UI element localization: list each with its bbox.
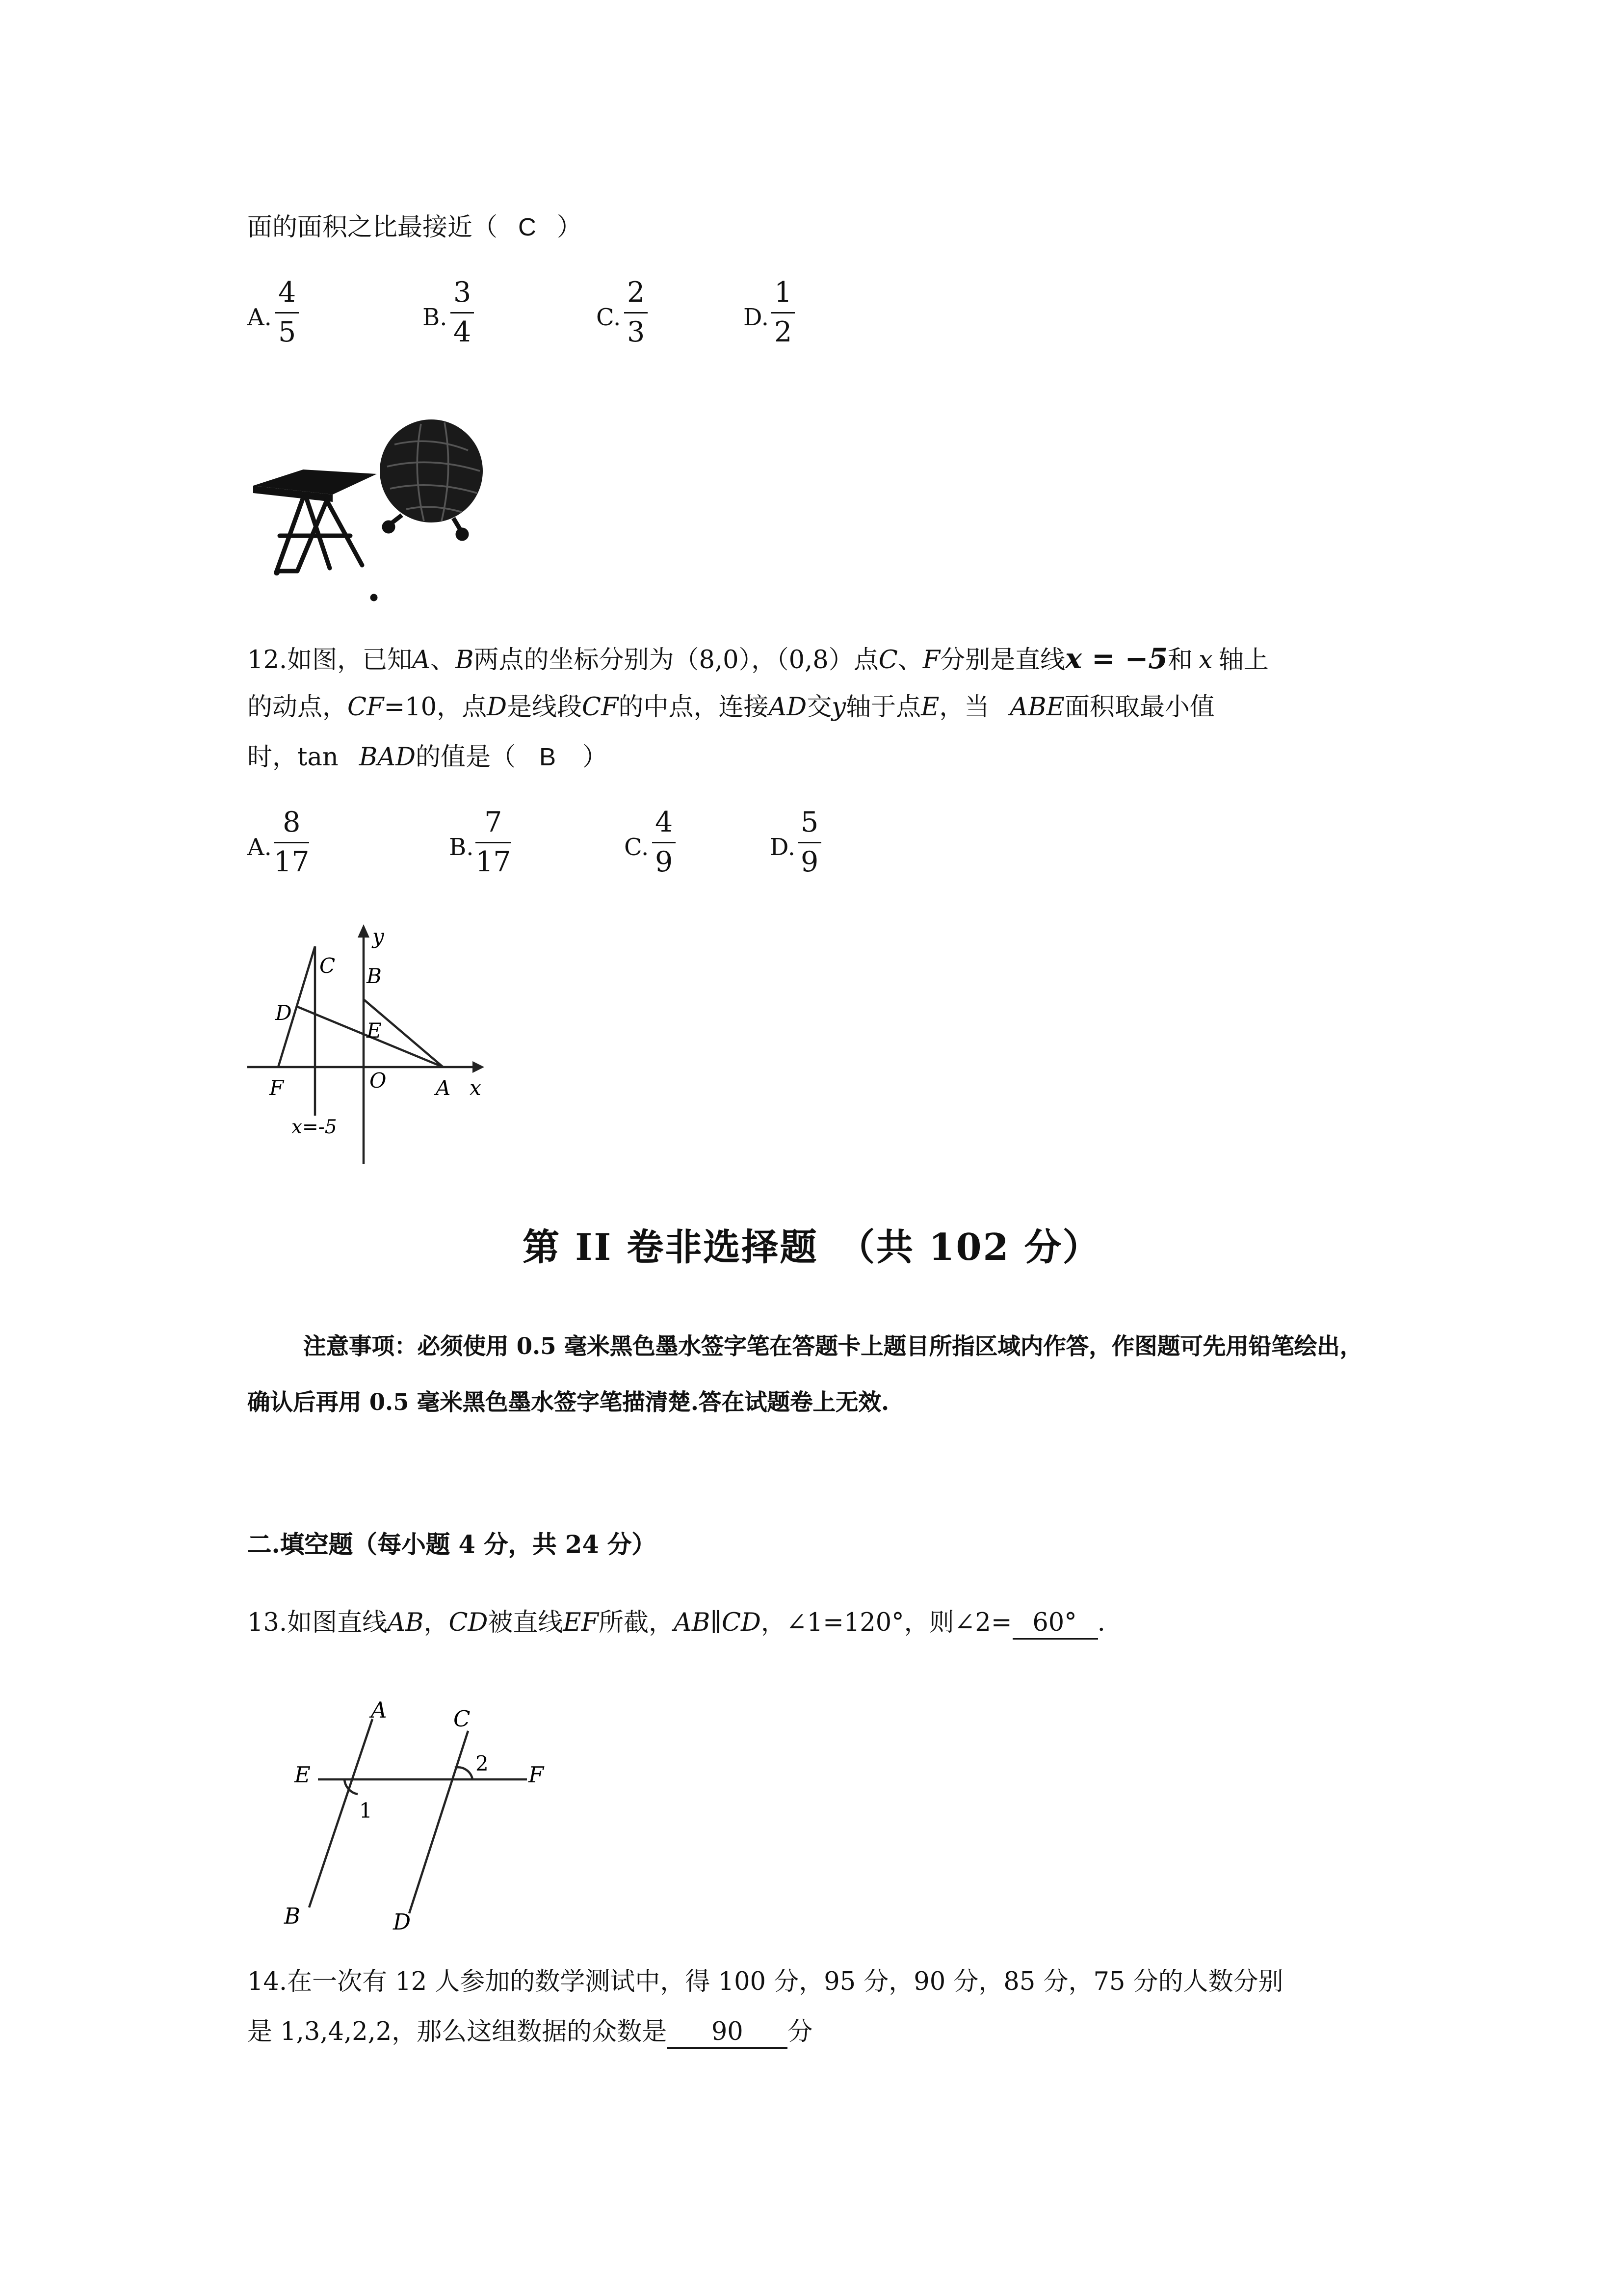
q11-option-d-fraction — [771, 277, 795, 349]
text: 轴于点 — [846, 693, 921, 723]
text: 轴上 — [1218, 646, 1269, 676]
q12-line3 — [247, 736, 607, 773]
q11-stem-text: 面的面积之比最接近（ — [247, 213, 497, 243]
text: 分 — [787, 2018, 813, 2047]
q11-close: ） — [556, 213, 582, 243]
q11-stem — [247, 206, 582, 243]
q11-option-a-fraction — [275, 277, 299, 349]
text: 13.如图直线 — [247, 1609, 388, 1638]
label-b: B — [366, 964, 382, 988]
denominator: 9 — [801, 846, 819, 879]
q11-option-c-fraction — [624, 277, 648, 349]
denominator: 17 — [475, 846, 511, 879]
label-f: F — [269, 1076, 284, 1100]
q12-option-c-fraction — [652, 809, 676, 877]
text: 的值是（ — [415, 743, 516, 773]
numerator: 3 — [450, 280, 474, 313]
label-x-eq-minus5: x=-5 — [291, 1116, 337, 1138]
parallel-symbol: ∥ — [710, 1609, 722, 1638]
point-c: C — [878, 646, 898, 676]
angle-bad: BAD — [359, 743, 416, 773]
denominator: 3 — [627, 316, 645, 349]
q13-parallel-lines-figure — [280, 1690, 574, 1947]
q12-option-a-label: A. — [247, 833, 272, 861]
text: 的中点，连接 — [618, 693, 769, 723]
table-legs — [277, 497, 362, 571]
text: 被直线 — [488, 1609, 563, 1638]
numerator: 1 — [771, 280, 795, 313]
q14-line1: 14.在一次有 12 人参加的数学测试中，得 100 分，95 分，90 分，85 分，75 分的人数分别 — [247, 1968, 1283, 1997]
q11-option-d-label: D. — [743, 303, 769, 331]
denominator: 4 — [453, 316, 471, 349]
text: =10，点 — [384, 693, 487, 723]
label-d: D — [393, 1909, 411, 1935]
var-y: y — [832, 693, 846, 723]
text: 12.如图，已知 — [247, 646, 413, 676]
notice-text: 注意事项：必须使用 0.5 毫米黑色墨水签字笔在答题卡上题目所指区域内作答，作图题可先用铅笔绘出，确认后再用 0.5 毫米黑色墨水签字笔描清楚.答在试题卷上无效. — [247, 1332, 1363, 1416]
denominator: 2 — [774, 316, 792, 349]
text: 的动点， — [247, 693, 347, 723]
point-b: B — [455, 646, 474, 676]
label-a: A — [371, 1697, 387, 1723]
line-ab: AB — [387, 1609, 424, 1638]
numerator: 8 — [274, 809, 310, 843]
text: ， — [423, 1609, 449, 1638]
text: 所截， — [599, 1609, 674, 1638]
label-o: O — [369, 1069, 387, 1093]
text: 面积取最小值 — [1064, 693, 1215, 723]
segment-cf: CF — [582, 693, 619, 723]
q14-line2 — [247, 2010, 812, 2049]
y-axis-arrow — [358, 924, 369, 938]
q11-option-a-label: A. — [247, 303, 272, 331]
q12-option-d-label: D. — [770, 833, 796, 861]
label-b: B — [284, 1903, 301, 1929]
q14-answer-blank: 90 — [667, 2018, 787, 2049]
line-ab: AB — [674, 1609, 710, 1638]
line-cd: CD — [721, 1609, 761, 1638]
q12-option-b-label: B. — [449, 833, 474, 861]
numerator: 2 — [624, 280, 648, 313]
label-a: A — [436, 1076, 451, 1100]
text: ，当 — [939, 693, 990, 723]
triangle-abe: ABE — [1010, 693, 1065, 723]
table-and-tabletop-image — [247, 400, 490, 606]
label-f: F — [528, 1762, 544, 1788]
denominator: 9 — [655, 846, 673, 879]
line-cd — [409, 1731, 468, 1913]
text: 两点的坐标分别为（8,0），（0,8）点 — [473, 646, 879, 676]
q11-option-b-fraction — [450, 277, 474, 349]
denominator: 5 — [278, 316, 296, 349]
text: . — [1097, 1609, 1105, 1638]
q12-coordinate-figure — [243, 920, 500, 1170]
section-title: 第 II 卷非选择题 （共 102 分） — [523, 1226, 1101, 1269]
text: 交 — [807, 693, 832, 723]
text: 分别是直线 — [940, 646, 1066, 676]
angle-2-arc — [455, 1767, 472, 1779]
label-e: E — [294, 1762, 311, 1788]
text: 和 — [1168, 646, 1193, 676]
q13-answer-blank: 60° — [1012, 1609, 1098, 1640]
denominator: 17 — [274, 846, 310, 879]
segment-cf: CF — [347, 693, 384, 723]
text: 时，tan — [247, 743, 339, 773]
q12-option-c-label: C. — [624, 833, 649, 861]
numerator: 4 — [652, 809, 676, 843]
numerator: 4 — [275, 280, 299, 313]
label-y: y — [372, 924, 384, 948]
point-f: F — [922, 646, 941, 676]
q11-answer: C — [518, 213, 536, 241]
point-d: D — [487, 693, 507, 723]
point-e: E — [921, 693, 940, 723]
q12-option-b-fraction — [475, 809, 511, 877]
equation: x = −5 — [1065, 643, 1168, 676]
var-x: x — [1199, 646, 1213, 676]
label-c: C — [453, 1706, 471, 1732]
label-e: E — [366, 1018, 382, 1043]
label-angle-2: 2 — [475, 1751, 489, 1775]
text: ） — [582, 743, 608, 773]
text: 、 — [897, 646, 923, 676]
q12-line1 — [247, 639, 1269, 676]
x-axis-arrow — [472, 1061, 484, 1073]
line-ef: EF — [563, 1609, 599, 1638]
numerator: 7 — [475, 809, 511, 843]
label-x: x — [470, 1076, 481, 1100]
text: ，∠1=120°，则∠2= — [760, 1609, 1012, 1638]
q12-option-a-fraction — [274, 809, 310, 877]
label-angle-1: 1 — [359, 1799, 372, 1823]
segment-ad: AD — [768, 693, 807, 723]
text: 是 1,3,4,2,2，那么这组数据的众数是 — [247, 2018, 667, 2047]
label-c: C — [319, 954, 336, 978]
q12-option-d-fraction — [798, 809, 821, 877]
point-a: A — [412, 646, 430, 676]
q13-stem — [247, 1601, 1105, 1640]
q11-option-c-label: C. — [596, 303, 621, 331]
label-d: D — [275, 1001, 292, 1025]
q11-option-b-label: B. — [422, 303, 447, 331]
line-cd: CD — [448, 1609, 488, 1638]
q12-answer: B — [539, 743, 556, 771]
numerator: 5 — [798, 809, 821, 843]
fill-in-heading: 二.填空题（每小题 4 分，共 24 分） — [247, 1531, 656, 1559]
text: 是线段 — [507, 693, 582, 723]
q12-line2 — [247, 686, 1215, 723]
text: 、 — [430, 646, 455, 676]
